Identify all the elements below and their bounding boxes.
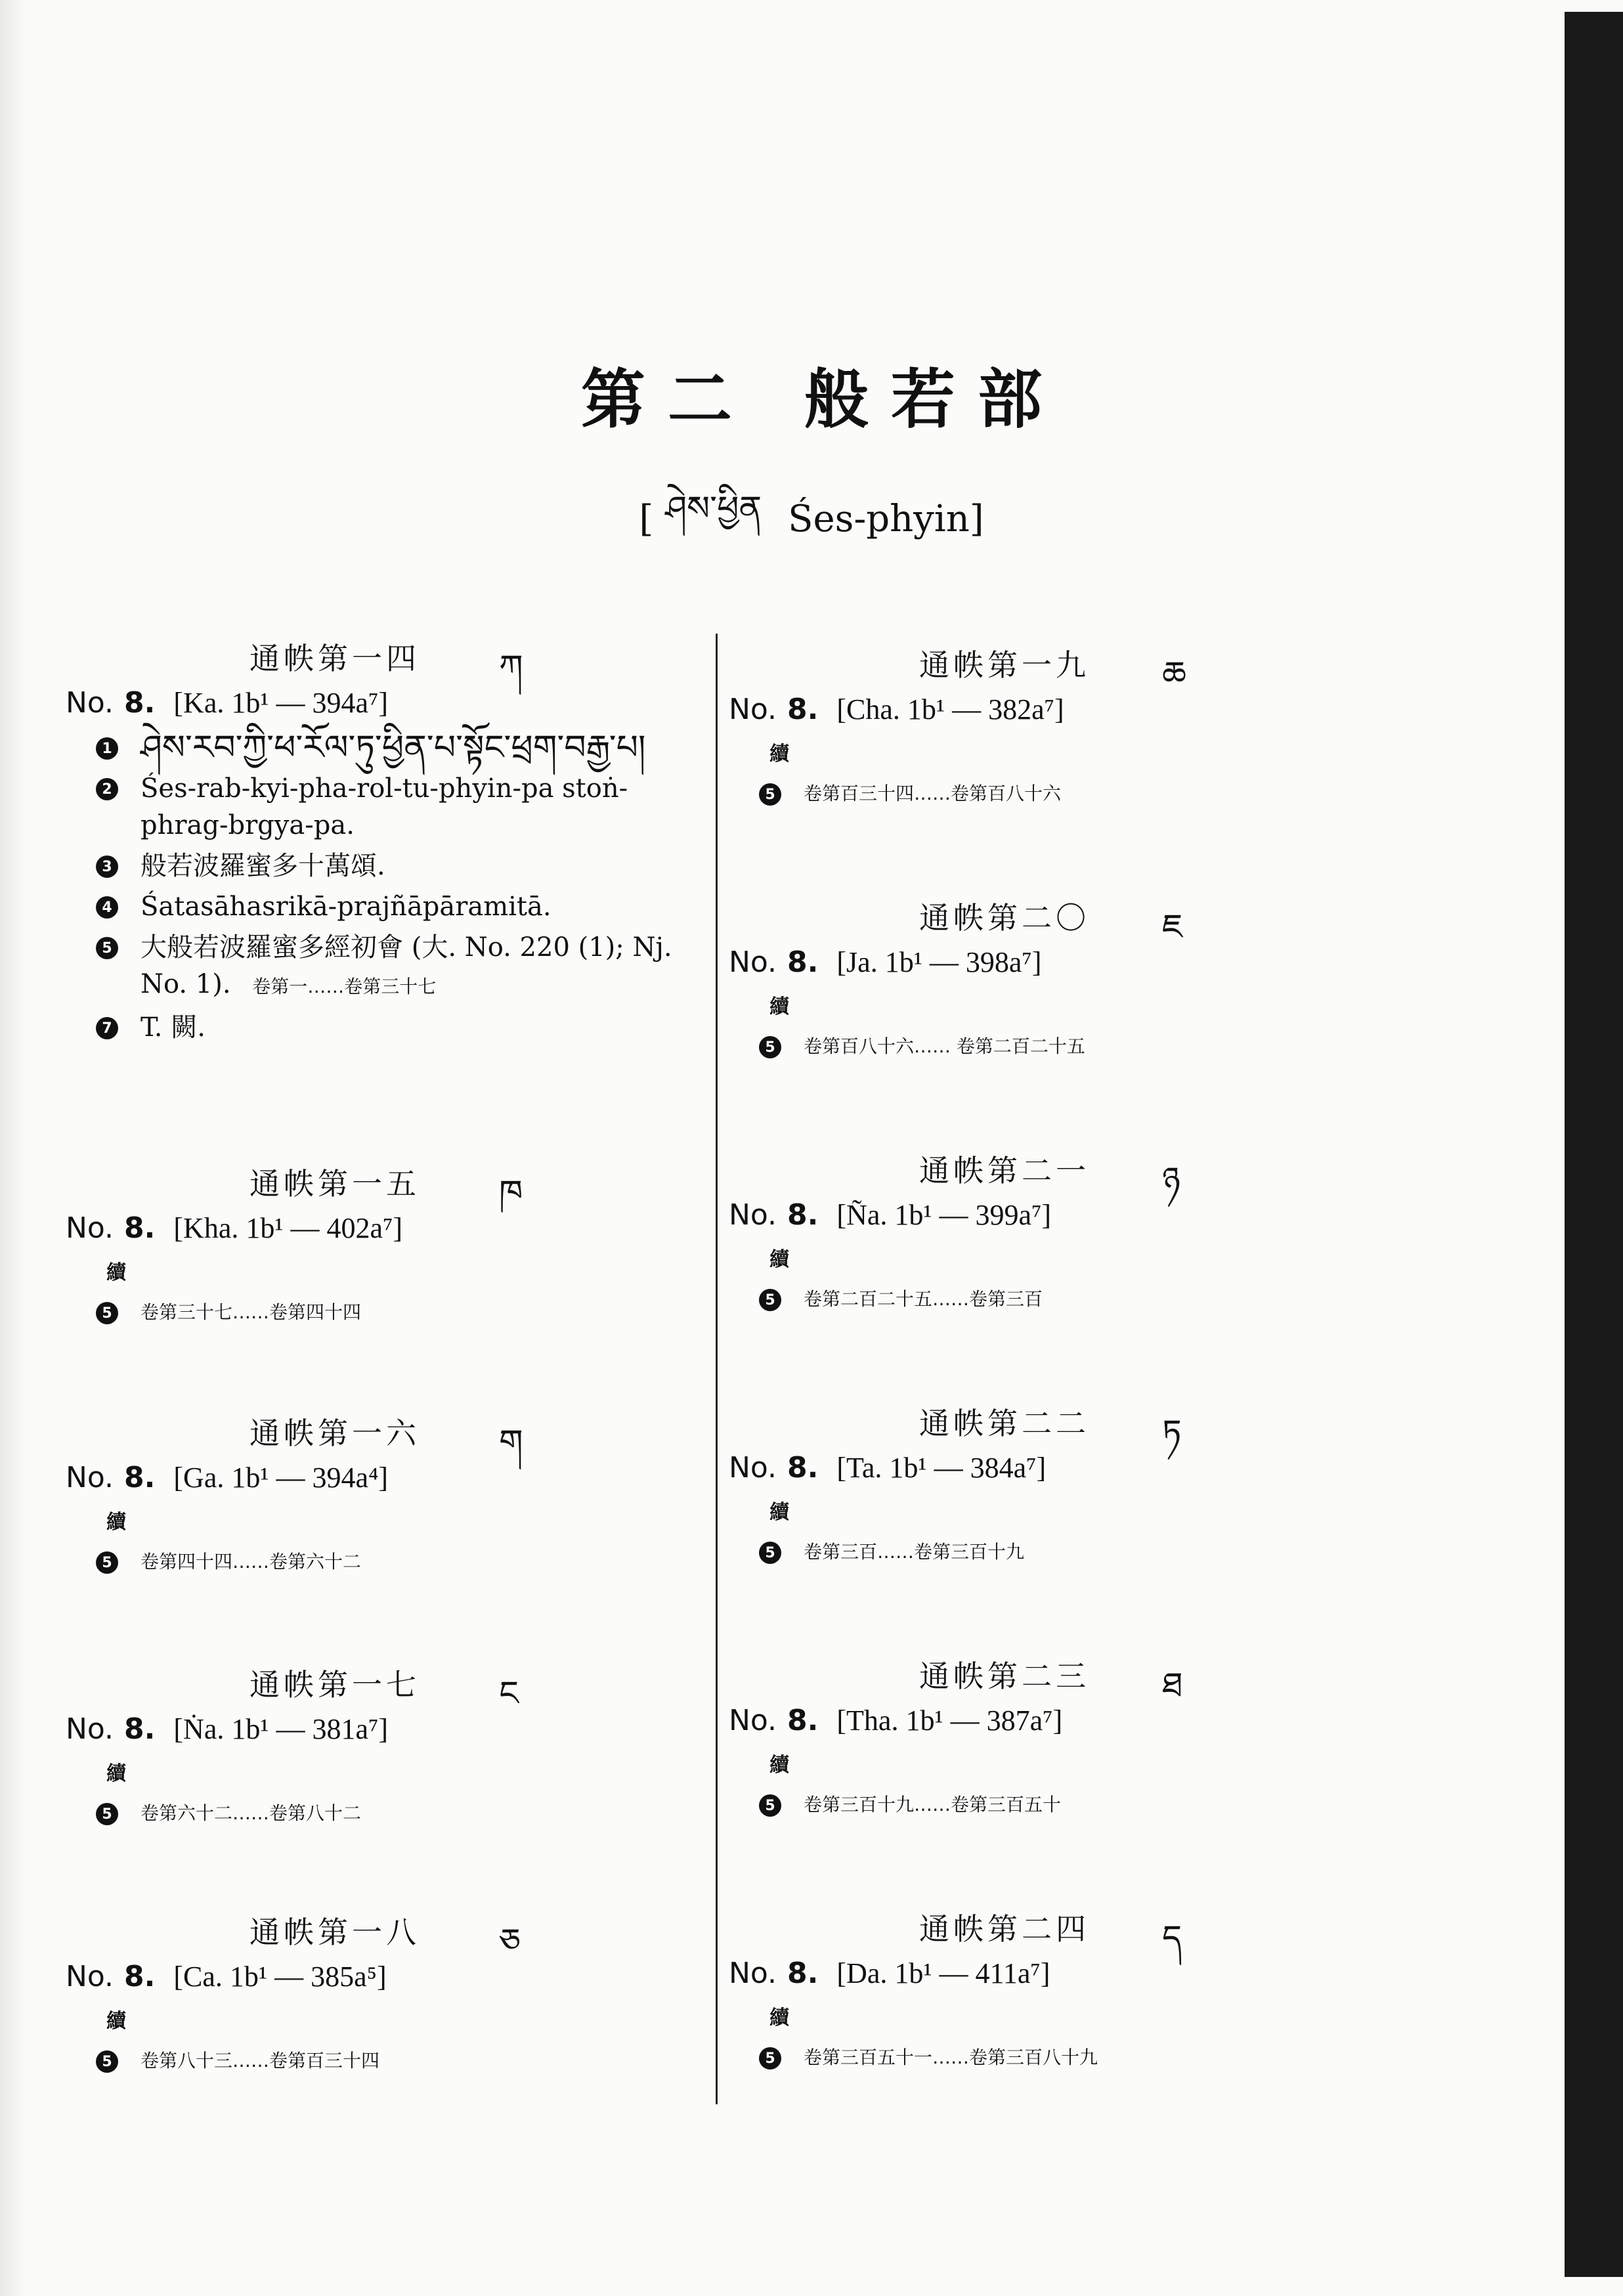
entry-number	[66, 680, 709, 726]
no-value: 8.	[787, 1198, 819, 1232]
numbered-bullet: 2	[96, 778, 118, 800]
section-heading	[729, 1139, 1228, 1200]
folio-reference: [Da. 1b¹ — 411a⁷]	[836, 1957, 1050, 1989]
sanskrit-title: Śatasāhasrikā-prajñāpāramitā.	[141, 892, 552, 922]
fascicle-range: 卷第一……卷第三十七	[252, 976, 437, 997]
numbered-bullet: 5	[759, 1794, 781, 1817]
section-heading	[729, 886, 1228, 947]
title-number: 第 二	[580, 362, 732, 437]
numbered-bullet: 5	[96, 1302, 118, 1324]
numbered-bullet: 5	[759, 783, 781, 806]
continued-mark: 續	[769, 743, 789, 766]
folio-reference: [Ta. 1b¹ — 384a⁷]	[836, 1451, 1047, 1484]
no-value: 8.	[124, 1211, 156, 1245]
no-label: No.	[729, 945, 777, 979]
tibetan-title: ཤེས་རབ་ཀྱི་ཕ་རོལ་ཏུ་ཕྱིན་པ་སྟོང་ཕྲག་བརྒྱ་པ།	[141, 728, 646, 768]
entry-number	[729, 1192, 1228, 1238]
section-heading	[66, 1402, 709, 1462]
section-volume-16	[66, 1402, 709, 1580]
section-heading	[66, 627, 709, 687]
no-value: 8.	[124, 1959, 156, 1993]
fascicle-range: 卷第三百十九……卷第三百五十	[804, 1794, 1062, 1815]
subtitle-close-bracket: ]	[969, 497, 984, 540]
no-label: No.	[729, 692, 777, 726]
no-value: 8.	[787, 1956, 819, 1990]
section-heading	[66, 1152, 709, 1213]
numbered-bullet: 5	[759, 1289, 781, 1311]
section-title: 通帙第二一	[919, 1153, 1090, 1188]
fascicle-range: 卷第六十二……卷第八十二	[141, 1802, 362, 1824]
section-tibetan-letter: ཏ	[1162, 1413, 1186, 1452]
no-value: 8.	[124, 1712, 156, 1746]
numbered-bullet: 4	[96, 896, 118, 919]
entry-number	[729, 939, 1228, 985]
entry-number	[729, 1444, 1228, 1490]
section-tibetan-letter: ཐ	[1162, 1666, 1187, 1705]
section-volume-15	[66, 1152, 709, 1331]
section-title: 通帙第一四	[249, 641, 420, 676]
list-item	[729, 2039, 1228, 2076]
no-value: 8.	[124, 685, 156, 720]
list-item	[66, 1009, 709, 1046]
section-volume-17	[66, 1653, 709, 1832]
section-volume-21	[729, 1139, 1228, 1318]
continued-mark: 續	[769, 2006, 789, 2029]
section-volume-14	[66, 627, 709, 1046]
folio-reference: [Ca. 1b¹ — 385a⁵]	[173, 1960, 387, 1993]
subtitle-roman: Śes-phyin	[788, 497, 970, 540]
folio-reference: [Kha. 1b¹ — 402a⁷]	[173, 1211, 403, 1244]
section-volume-19	[729, 634, 1228, 812]
continued-mark: 續	[106, 2010, 126, 2033]
section-tibetan-letter: ཉ	[1162, 1160, 1184, 1200]
folio-reference: [Ga. 1b¹ — 394a⁴]	[173, 1461, 389, 1494]
fascicle-range: 卷第百八十六…… 卷第二百二十五	[804, 1035, 1085, 1057]
numbered-bullet: 5	[96, 2050, 118, 2073]
correspondence-text: 大般若波羅蜜多經初會 (大. No. 220 (1); Nj. No. 1).	[141, 932, 672, 999]
numbered-bullet: 7	[96, 1017, 118, 1039]
section-heading	[729, 1897, 1228, 1958]
continued-mark: 續	[769, 1754, 789, 1777]
section-tibetan-letter: ཆ	[1162, 655, 1191, 694]
section-title: 通帙第一六	[249, 1416, 420, 1451]
fascicle-range: 卷第三百……卷第三百十九	[804, 1541, 1025, 1563]
numbered-bullet: 5	[759, 1542, 781, 1564]
entry-number	[66, 1706, 709, 1752]
no-label: No.	[66, 1959, 114, 1993]
list-item	[66, 848, 709, 884]
page-title	[0, 358, 1623, 437]
section-title: 通帙第一七	[249, 1667, 420, 1702]
section-heading	[66, 1653, 709, 1714]
no-label: No.	[729, 1198, 777, 1232]
numbered-bullet: 3	[96, 856, 118, 878]
folio-reference: [Tha. 1b¹ — 387a⁷]	[836, 1704, 1063, 1737]
no-value: 8.	[787, 1450, 819, 1484]
section-heading	[66, 1901, 709, 1961]
folio-reference: [Ña. 1b¹ — 399a⁷]	[836, 1198, 1052, 1231]
section-volume-22	[729, 1392, 1228, 1570]
list-item	[66, 770, 709, 844]
no-value: 8.	[787, 945, 819, 979]
numbered-bullet: 5	[759, 2047, 781, 2069]
fascicle-range: 卷第三十七……卷第四十四	[141, 1301, 362, 1323]
folio-reference: [Cha. 1b¹ — 382a⁷]	[836, 693, 1064, 726]
fascicle-range: 卷第四十四……卷第六十二	[141, 1551, 362, 1572]
folio-reference: [Ṅa. 1b¹ — 381a⁷]	[173, 1712, 389, 1745]
list-item	[66, 2043, 709, 2079]
no-label: No.	[729, 1450, 777, 1484]
fascicle-range: 卷第百三十四……卷第百八十六	[804, 783, 1062, 804]
section-title: 通帙第一八	[249, 1915, 420, 1950]
numbered-bullet: 1	[96, 737, 118, 760]
section-heading	[729, 1392, 1228, 1452]
fascicle-range: 卷第八十三……卷第百三十四	[141, 2050, 380, 2071]
no-label: No.	[729, 1703, 777, 1737]
folio-reference: [Ja. 1b¹ — 398a⁷]	[836, 945, 1042, 978]
section-title: 通帙第二二	[919, 1406, 1090, 1441]
tohoku-note: T. 闕.	[141, 1012, 206, 1043]
chinese-title: 般若波羅蜜多十萬頌.	[141, 851, 385, 881]
entry-number	[66, 1205, 709, 1251]
list-item	[66, 1294, 709, 1331]
section-volume-20	[729, 886, 1228, 1065]
entry-number	[729, 1697, 1228, 1743]
section-heading	[729, 1645, 1228, 1705]
numbered-bullet: 5	[96, 937, 118, 959]
section-tibetan-letter: ག	[499, 1423, 527, 1462]
romanized-title: Śes-rab-kyi-pha-rol-tu-phyin-pa stoṅ-phrag-brgya-pa.	[141, 773, 628, 840]
list-item	[66, 1795, 709, 1832]
section-heading	[729, 634, 1228, 694]
section-volume-18	[66, 1901, 709, 2079]
subtitle-tibetan: ཤེས་ཕྱིན	[665, 489, 762, 529]
no-label: No.	[66, 1712, 114, 1746]
continued-mark: 續	[106, 1511, 126, 1534]
continued-mark: 續	[769, 995, 789, 1018]
continued-mark: 續	[769, 1248, 789, 1271]
no-label: No.	[729, 1956, 777, 1990]
entry-number	[66, 1953, 709, 1999]
section-volume-23	[729, 1645, 1228, 1823]
list-item	[729, 1534, 1228, 1570]
section-title: 通帙第一九	[919, 647, 1090, 683]
list-item	[729, 1281, 1228, 1318]
list-item	[66, 1544, 709, 1580]
numbered-bullet: 5	[96, 1551, 118, 1574]
entry-number	[729, 686, 1228, 732]
subtitle-open-bracket: [	[639, 497, 654, 540]
no-label: No.	[66, 685, 114, 720]
folio-reference: [Ka. 1b¹ — 394a⁷]	[173, 686, 389, 719]
no-label: No.	[66, 1211, 114, 1245]
list-item	[729, 1787, 1228, 1823]
no-value: 8.	[787, 692, 819, 726]
list-item	[729, 1028, 1228, 1065]
list-item	[66, 888, 709, 925]
section-tibetan-letter: ཁ	[499, 1173, 527, 1213]
continued-mark: 續	[769, 1501, 789, 1524]
no-value: 8.	[787, 1703, 819, 1737]
section-tibetan-letter: ང	[499, 1674, 523, 1714]
section-tibetan-letter: ད	[1162, 1918, 1186, 1958]
title-name: 般 若 部	[804, 362, 1043, 437]
no-value: 8.	[124, 1460, 156, 1494]
fascicle-range: 卷第二百二十五……卷第三百	[804, 1288, 1043, 1310]
no-label: No.	[66, 1460, 114, 1494]
continued-mark: 續	[106, 1261, 126, 1284]
section-title: 通帙第一五	[249, 1166, 420, 1202]
numbered-bullet: 5	[759, 1036, 781, 1058]
page-edge-bar	[1565, 12, 1623, 2277]
page-gutter-shadow	[0, 0, 26, 2296]
section-title: 通帙第二〇	[919, 900, 1090, 936]
list-item	[729, 775, 1228, 812]
entry-number	[66, 1454, 709, 1500]
page-subtitle	[0, 489, 1623, 545]
entry-number	[729, 1950, 1228, 1996]
fascicle-range: 卷第三百五十一……卷第三百八十九	[804, 2047, 1098, 2068]
numbered-bullet: 5	[96, 1803, 118, 1825]
section-title: 通帙第二四	[919, 1911, 1090, 1947]
list-item	[66, 929, 709, 1005]
chinese-correspondence	[141, 929, 692, 1005]
section-volume-24	[729, 1897, 1228, 2076]
continued-mark: 續	[106, 1762, 126, 1785]
section-tibetan-letter: ཇ	[1162, 907, 1187, 947]
column-divider	[716, 634, 718, 2104]
section-tibetan-letter: ཀ	[499, 648, 527, 687]
section-tibetan-letter: ཅ	[499, 1922, 525, 1961]
section-title: 通帙第二三	[919, 1658, 1090, 1694]
list-item	[66, 729, 709, 766]
